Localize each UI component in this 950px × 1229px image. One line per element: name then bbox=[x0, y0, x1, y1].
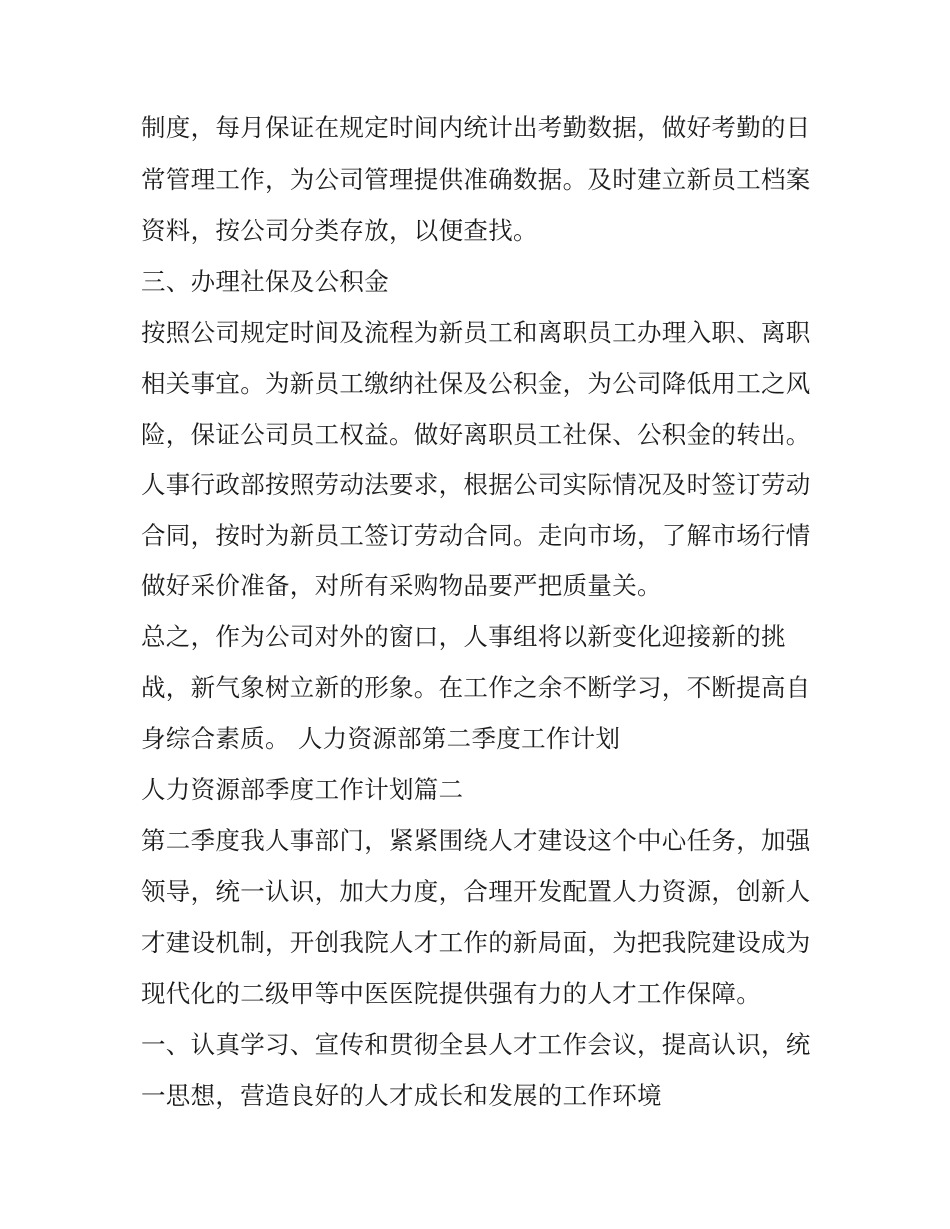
text-line: 现代化的二级甲等中医医院提供强有力的人才工作保障。 bbox=[141, 979, 761, 1008]
text-line: 按照公司规定时间及流程为新员工和离职员工办理入职、离职 bbox=[141, 318, 811, 347]
text-line: 领导，统一认识，加大力度，合理开发配置人力资源，创新人 bbox=[141, 877, 811, 906]
text-line: 制度，每月保证在规定时间内统计出考勤数据，做好考勤的日 bbox=[141, 113, 811, 142]
section-heading: 人力资源部季度工作计划篇二 bbox=[141, 775, 464, 804]
text-line: 身综合素质。 人力资源部第二季度工作计划 bbox=[141, 724, 621, 753]
section-heading: 一、认真学习、宣传和贯彻全县人才工作会议，提高认识，统 bbox=[141, 1030, 811, 1059]
text-line: 做好采价准备，对所有采购物品要严把质量关。 bbox=[141, 571, 662, 600]
text-line: 第二季度我人事部门，紧紧围绕人才建设这个中心任务，加强 bbox=[141, 826, 811, 855]
text-line: 战，新气象树立新的形象。在工作之余不断学习，不断提高自 bbox=[141, 673, 811, 702]
text-line: 人事行政部按照劳动法要求，根据公司实际情况及时签订劳动 bbox=[141, 470, 811, 499]
text-line: 合同，按时为新员工签订劳动合同。走向市场，了解市场行情 bbox=[141, 521, 811, 550]
text-line: 险，保证公司员工权益。做好离职员工社保、公积金的转出。 bbox=[141, 420, 811, 449]
text-line: 才建设机制，开创我院人才工作的新局面，为把我院建设成为 bbox=[141, 928, 811, 957]
section-heading: 三、办理社保及公积金 bbox=[141, 267, 389, 296]
text-line: 相关事宜。为新员工缴纳社保及公积金，为公司降低用工之风 bbox=[141, 369, 811, 398]
text-line: 总之，作为公司对外的窗口，人事组将以新变化迎接新的挑 bbox=[141, 622, 786, 651]
text-line: 常管理工作，为公司管理提供准确数据。及时建立新员工档案 bbox=[141, 165, 811, 194]
text-line: 资料，按公司分类存放，以便查找。 bbox=[141, 216, 538, 245]
section-heading: 一思想，营造良好的人才成长和发展的工作环境 bbox=[141, 1081, 662, 1110]
